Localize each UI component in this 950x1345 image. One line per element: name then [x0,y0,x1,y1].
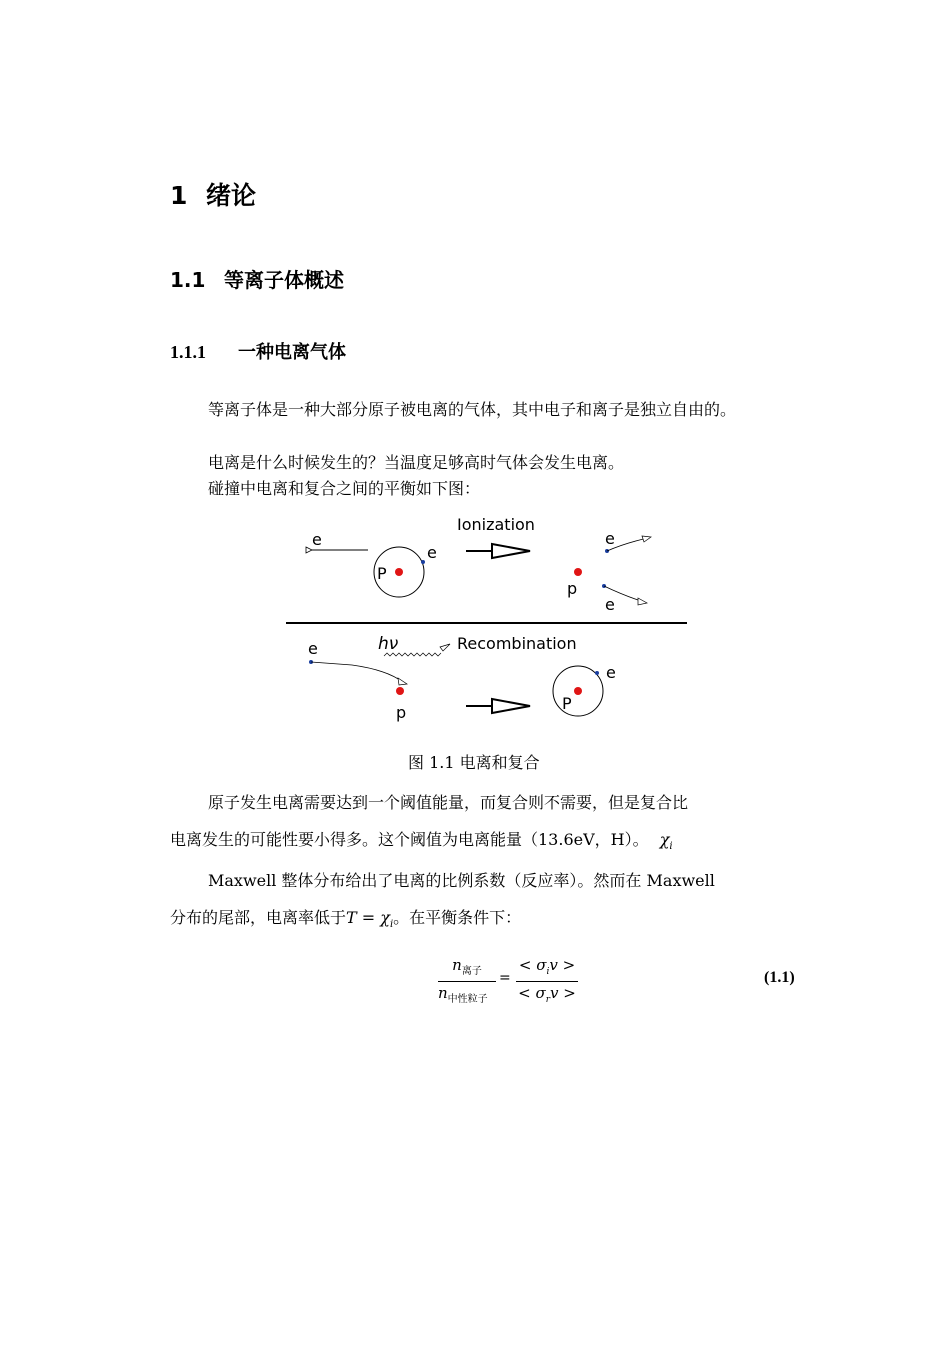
chi-symbol: $\chi_i$ [659,830,673,853]
chapter-number: 1 [170,181,188,210]
photon-arrowhead [440,644,450,651]
temperature-symbol: T [346,908,357,927]
electron-arrowhead-out-lower [638,598,647,605]
subsection-title: 一种电离气体 [238,342,346,363]
paragraph-threshold-line1: 原子发生电离需要达到一个阈值能量，而复合则不需要，但是复合比 [208,793,689,812]
electron-label-recomb: e [308,639,318,658]
electron-label-incoming: e [312,530,322,549]
ionization-arrow-head [492,544,530,558]
figure-caption: 图 1.1 电离和复合 [408,753,540,772]
paragraph-plasma-definition: 等离子体是一种大部分原子被电离的气体，其中电子和离子是独立自由的。 [208,400,737,419]
electron-label-top-atom: e [427,543,437,562]
electron-label-out-upper: e [605,529,615,548]
paragraph-when-ionization: 电离是什么时候发生的？当温度足够高时气体会发生电离。 [208,453,625,472]
ionization-recombination-figure [280,508,692,740]
electron-label-out-lower: e [605,595,615,614]
chapter-heading [170,176,256,212]
section-number: 1.1 [170,268,206,292]
paragraph-balance-intro: 碰撞中电离和复合之间的平衡如下图： [208,479,481,498]
chapter-title: 绪论 [206,181,257,210]
eq-lhs-denominator: $n_{中性粒子}$ [438,984,488,1005]
paragraph-maxwell-line2 [170,905,802,930]
ionization-label: Ionization [457,515,535,534]
proton-dot-recomb [396,687,404,695]
recombination-label: Recombination [457,634,577,653]
subsection-heading [170,338,346,364]
photon-hv-label: hν [378,634,399,654]
eq-equals: = [499,970,511,986]
proton-label-recombined: P [562,694,572,713]
electron-arrowhead-out-upper [642,536,651,542]
electron-track-recomb [311,662,404,683]
threshold-text: 电离发生的可能性要小得多。这个阈值为电离能量（13.6eV，H）。 [170,830,649,849]
proton-dot-recombined [574,687,582,695]
electron-arrowhead-recomb [398,678,407,685]
maxwell-tail-text: 分布的尾部，电离率低于 [170,908,347,927]
equation-1-1 [438,956,608,1012]
proton-label-recomb: p [396,703,407,722]
eq-rhs-fraction-bar [516,981,578,982]
paragraph-threshold-line2 [170,827,802,852]
electron-dot-recombined [595,671,599,675]
proton-label-top-atom: P [377,564,387,583]
section-title: 等离子体概述 [224,268,344,292]
eq-lhs-fraction-bar [438,981,496,982]
photon-wave [384,653,441,656]
electron-dot-top-atom [421,560,425,564]
eq-rhs-numerator: < $\sigma_iv$ > [518,956,576,977]
electron-label-recombined: e [606,663,616,682]
subsection-number: 1.1.1 [170,342,206,362]
equals-sign: = [356,908,381,927]
recombination-arrow-head [492,699,530,713]
proton-dot-free [574,568,582,576]
section-heading [170,264,344,293]
proton-label-free: p [567,579,578,598]
equilibrium-text: 。在平衡条件下： [393,908,522,927]
equation-number: (1.1) [764,969,795,986]
paragraph-maxwell-line1: Maxwell 整体分布给出了电离的比例系数（反应率）。然而在 Maxwell [208,871,715,890]
proton-dot-top-atom [395,568,403,576]
chi-symbol-inline: $\chi_i$ [380,908,394,931]
eq-rhs-denominator: < $\sigma_rv$ > [518,984,576,1005]
eq-lhs-numerator: $n_{离子}$ [452,956,482,977]
